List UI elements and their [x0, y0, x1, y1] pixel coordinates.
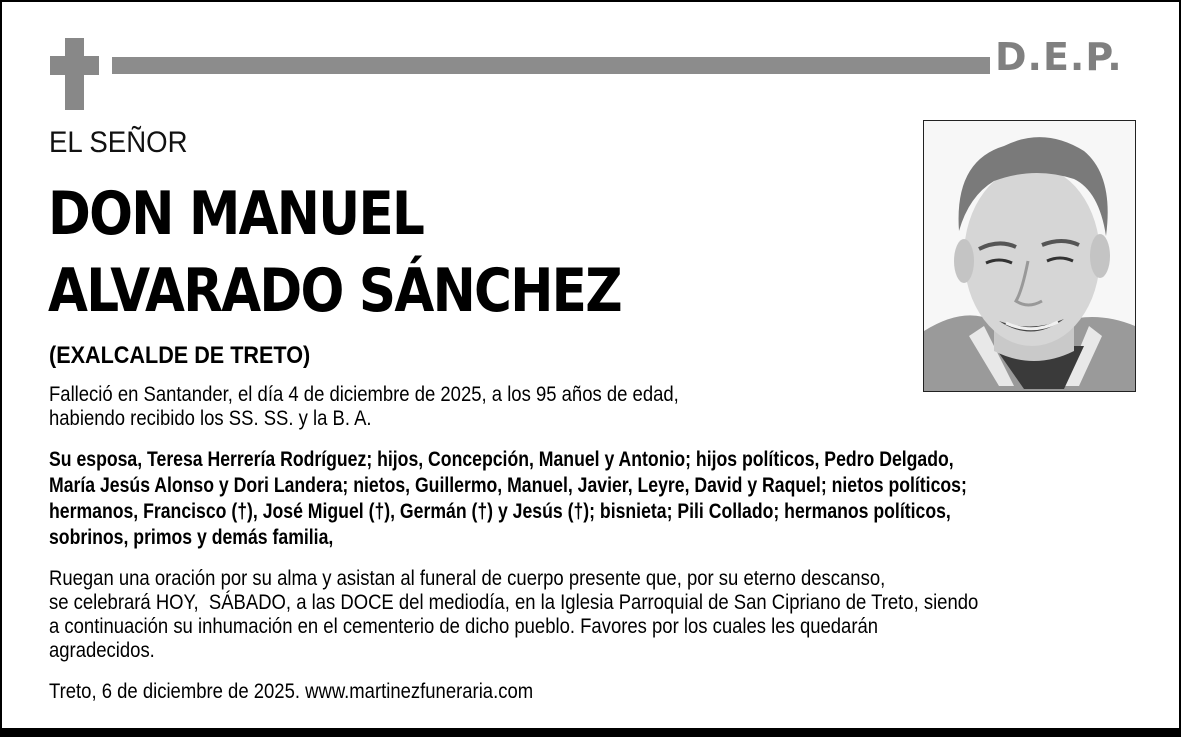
funeral-line: se celebrará HOY, SÁBADO, a las DOCE del mediodía, en la Iglesia Parroquial de San Cipriano de Treto, siendo — [49, 591, 979, 614]
funeral-line: Ruegan una oración por su alma y asistan al funeral de cuerpo presente que, por su eterno descanso, — [49, 567, 886, 590]
signature-line: Treto, 6 de diciembre de 2025. www.martinezfuneraria.com — [49, 680, 534, 703]
funeral-line: a continuación su inhumación en el cementerio de dicho pueblo. Favores por los cuales les quedarán — [49, 615, 879, 638]
family-line: sobrinos, primos y demás familia, — [49, 526, 334, 549]
portrait-image — [924, 121, 1135, 391]
dep-label: D.E.P. — [995, 35, 1123, 79]
family-line: hermanos, Francisco (†), José Miguel (†), Germán (†) y Jesús (†); bisnieta; Pili Collado; hermanos políticos, — [49, 500, 951, 523]
cross-icon-arm — [50, 56, 99, 75]
intro-title: EL SEÑOR — [49, 126, 188, 159]
deceased-name-line-2: ALVARADO SÁNCHEZ — [48, 256, 621, 326]
family-list — [49, 447, 967, 551]
family-line: María Jesús Alonso y Dori Landera; nietos, Guillermo, Manuel, Javier, Leyre, David y Raquel; nietos políticos; — [49, 474, 967, 497]
death-notice — [49, 383, 679, 431]
deceased-name-line-1: DON MANUEL — [48, 179, 424, 249]
death-notice-line: Falleció en Santander, el día 4 de diciembre de 2025, a los 95 años de edad, — [49, 383, 679, 406]
death-notice-line: habiendo recibido los SS. SS. y la B. A. — [49, 407, 372, 430]
deceased-title: (EXALCALDE DE TRETO) — [49, 342, 311, 369]
funeral-notice — [49, 567, 978, 663]
family-line: Su esposa, Teresa Herrería Rodríguez; hijos, Concepción, Manuel y Antonio; hijos políticos, Pedro Delgado, — [49, 448, 954, 471]
portrait-photo — [923, 120, 1136, 392]
funeral-line: agradecidos. — [49, 639, 155, 662]
header-rule — [112, 57, 990, 74]
